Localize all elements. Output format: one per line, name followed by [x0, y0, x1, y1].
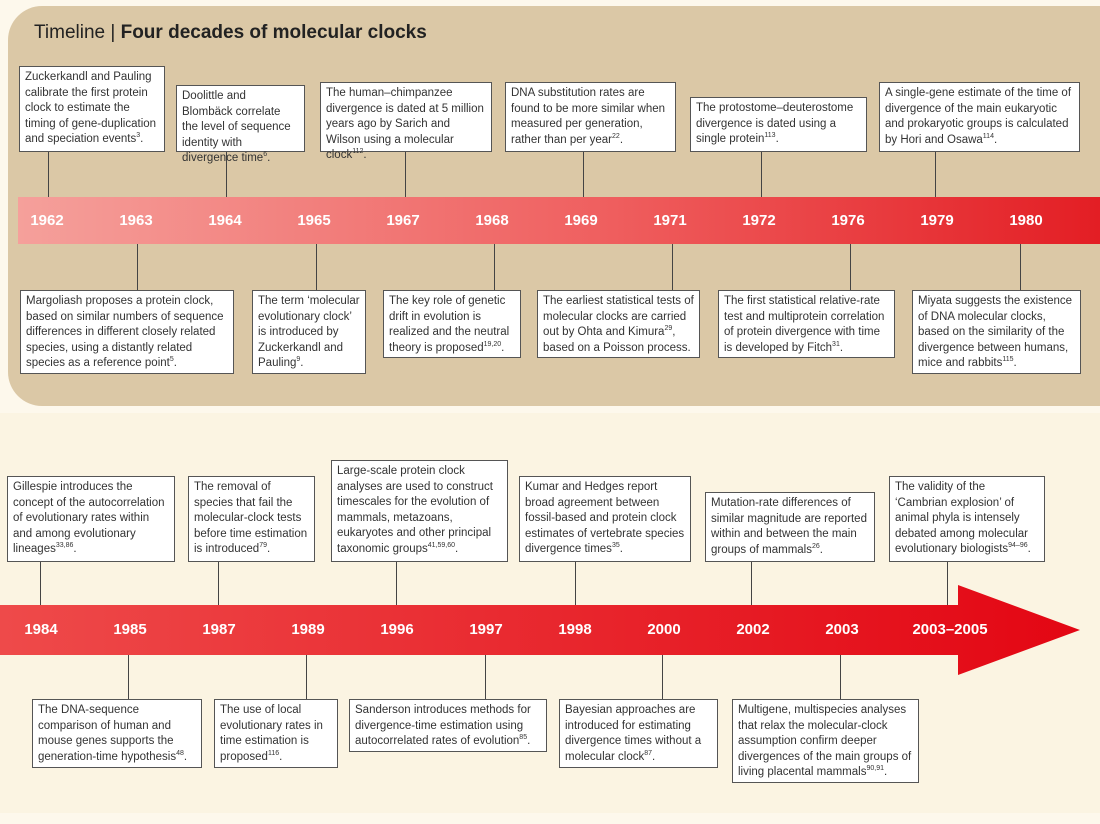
page-title: [34, 22, 427, 44]
event-text: Zuckerkandl and Pauling calibrate the first protein clock to estimate the timing of gene-duplication and speciation events: [25, 71, 157, 145]
event-box-1976: The first statistical relative-rate test and multiprotein correlation of protein divergence with time is developed by Fitch$^{31}$.: [718, 290, 895, 358]
event-text: The use of local evolutionary rates in time estimation is proposed: [220, 704, 323, 763]
event-text: The term ‘molecular evolutionary clock’ is introduced by Zuckerkandl and Pauling: [258, 295, 360, 369]
event-text: The removal of species that fail the molecular-clock tests before time estimation is introduced: [194, 481, 308, 555]
year-1987: 1987: [202, 621, 236, 638]
event-box-1967: The human–chimpanzee divergence is dated at 5 million years ago by Sarich and Wilson using a molecular clock$^{112}$.: [320, 82, 492, 152]
year-1971: 1971: [653, 212, 687, 229]
event-box-1979: A single-gene estimate of the time of divergence of the main eukaryotic and prokaryotic groups is calculated by Hori and Osawa$^{114}$.: [879, 82, 1080, 152]
event-ref: 41,59,60: [427, 541, 456, 549]
event-text: DNA substitution rates are found to be more similar when measured per generation, rather than per year: [511, 87, 666, 146]
event-ref: 114: [982, 132, 994, 140]
year-1965: 1965: [297, 212, 331, 229]
year-1969: 1969: [564, 212, 598, 229]
event-box-1996: Large-scale protein clock analyses are used to construct timescales for the evolution of mammals, metazoans, eukaryotes and other principal taxonomic groups$^{41,59,60}$.: [331, 460, 508, 562]
event-text: Large-scale protein clock analyses are used to construct timescales for the evolution of mammals, metazoans, eukaryotes and other principal taxonomic groups: [337, 465, 493, 555]
event-ref: 112: [352, 148, 364, 156]
event-ref: 22: [612, 132, 620, 140]
event-text: Margoliash proposes a protein clock, based on similar numbers of sequence differences in different closely related species, using a distantly related species as a reference point: [26, 295, 224, 369]
connector-1976: [850, 244, 851, 290]
event-text: The protostome–deuterostome divergence is dated using a single protein: [696, 102, 854, 145]
event-box-1987: The removal of species that fail the molecular-clock tests before time estimation is introduced$^{79}$.: [188, 476, 315, 562]
event-box-2002: Mutation-rate differences of similar magnitude are reported within and between the main groups of mammals$^{26}$.: [705, 492, 875, 562]
year-2003-2005: 2003–2005: [912, 621, 988, 638]
event-ref: 29: [664, 325, 673, 333]
event-text: The validity of the ‘Cambrian explosion’ of animal phyla is intensely debated among molecular evolutionary biologists: [895, 481, 1028, 555]
event-ref: 5: [169, 356, 174, 364]
connector-1980: [1020, 244, 1021, 290]
connector-1971: [672, 244, 673, 290]
event-ref: 115: [1002, 356, 1014, 364]
connector-1972: [761, 152, 762, 197]
title-main: Four decades of molecular clocks: [120, 22, 427, 43]
year-1984: 1984: [24, 621, 58, 638]
year-1967: 1967: [386, 212, 420, 229]
year-1964: 1964: [208, 212, 242, 229]
event-ref: 3: [136, 132, 141, 140]
event-text: A single-gene estimate of the time of divergence of the main eukaryotic and prokaryotic groups is calculated by Hori and Osawa: [885, 87, 1072, 146]
event-ref: 6: [263, 151, 268, 159]
year-1985: 1985: [113, 621, 147, 638]
event-text-tail: , based on a Poisson process.: [543, 326, 691, 354]
year-2000: 2000: [647, 621, 681, 638]
event-text: The earliest statistical tests of molecular clocks are carried out by Ohta and Kimura: [543, 295, 694, 338]
connector-1965: [316, 244, 317, 290]
connector-1997: [485, 655, 486, 699]
event-box-1984: Gillespie introduces the concept of the autocorrelation of evolutionary rates within and among evolutionary lineages$^{33,86}$.: [7, 476, 175, 562]
event-box-1965: The term ‘molecular evolutionary clock’ is introduced by Zuckerkandl and Pauling$^9$.: [252, 290, 366, 374]
year-1963: 1963: [119, 212, 153, 229]
event-text: The DNA-sequence comparison of human and mouse genes supports the generation-time hypothesis: [38, 704, 177, 763]
connector-1987: [218, 562, 219, 605]
title-prefix: Timeline |: [34, 22, 121, 43]
connector-2003-2005: [947, 562, 948, 605]
connector-1963: [137, 244, 138, 290]
year-1989: 1989: [291, 621, 325, 638]
event-ref: 19,20: [483, 340, 502, 348]
event-ref: 90,91: [866, 765, 884, 773]
event-ref: 116: [267, 749, 280, 757]
connector-1985: [128, 655, 129, 699]
year-1976: 1976: [831, 212, 865, 229]
event-box-1968: The key role of genetic drift in evolution is realized and the neutral theory is proposed$^{19,20}$.: [383, 290, 521, 358]
year-1998: 1998: [558, 621, 592, 638]
event-ref: 48: [176, 749, 184, 757]
connector-1996: [396, 562, 397, 605]
event-ref: 31: [832, 340, 840, 348]
year-1972: 1972: [742, 212, 776, 229]
connector-1984: [40, 562, 41, 605]
event-ref: 9: [296, 356, 301, 364]
event-box-1969: DNA substitution rates are found to be more similar when measured per generation, rather than per year$^{22}$.: [505, 82, 676, 152]
event-text: Doolittle and Blombäck correlate the level of sequence identity with divergence time: [182, 90, 291, 164]
connector-2003: [840, 655, 841, 699]
event-box-1964: Doolittle and Blombäck correlate the level of sequence identity with divergence time$^6$.: [176, 85, 305, 152]
event-ref: 85: [519, 734, 528, 742]
year-1996: 1996: [380, 621, 414, 638]
event-text: Multigene, multispecies analyses that relax the molecular-clock assumption confirm deeper divergences of the main groups of living placental mammals: [738, 704, 912, 778]
event-ref: 94–96: [1008, 542, 1028, 550]
event-ref: 113: [764, 132, 776, 140]
event-box-1997: Sanderson introduces methods for divergence-time estimation using autocorrelated rates of evolution$^{85}$.: [349, 699, 547, 752]
year-1997: 1997: [469, 621, 503, 638]
event-text: Miyata suggests the existence of DNA molecular clocks, based on the similarity of the divergence between humans, mice and rabbits: [918, 295, 1073, 369]
connector-1989: [306, 655, 307, 699]
event-box-2003: Multigene, multispecies analyses that relax the molecular-clock assumption confirm deeper divergences of the main groups of living placental mammals$^{90,91}$.: [732, 699, 919, 783]
event-box-1963: Margoliash proposes a protein clock, based on similar numbers of sequence differences in different closely related species, using a distantly related species as a reference point$^5$.: [20, 290, 234, 374]
event-box-1980: Miyata suggests the existence of DNA molecular clocks, based on the similarity of the divergence between humans, mice and rabbits$^{115}$.: [912, 290, 1081, 374]
event-box-1985: The DNA-sequence comparison of human and mouse genes supports the generation-time hypothesis$^{48}$.: [32, 699, 202, 768]
event-text: The key role of genetic drift in evolution is realized and the neutral theory is proposed: [389, 295, 510, 354]
connector-1968: [494, 244, 495, 290]
event-text: The first statistical relative-rate test and multiprotein correlation of protein divergence with time is developed by Fitch: [724, 295, 885, 354]
event-text: The human–chimpanzee divergence is dated at 5 million years ago by Sarich and Wilson using a molecular clock: [326, 87, 484, 161]
year-1968: 1968: [475, 212, 509, 229]
event-ref: 35: [611, 542, 620, 550]
event-box-1971: [537, 290, 700, 358]
event-box-2003-2005: The validity of the ‘Cambrian explosion’ of animal phyla is intensely debated among molecular evolutionary biologists$^{94-96}$.: [889, 476, 1045, 562]
event-ref: 33,86: [55, 542, 74, 550]
connector-1979: [935, 152, 936, 197]
event-box-1962: Zuckerkandl and Pauling calibrate the first protein clock to estimate the timing of gene-duplication and speciation events$^3$.: [19, 66, 165, 152]
event-text: Gillespie introduces the concept of the autocorrelation of evolutionary rates within and among evolutionary lineages: [13, 481, 165, 555]
connector-1969: [583, 152, 584, 197]
event-ref: 79: [259, 542, 268, 550]
event-ref: 87: [644, 749, 653, 757]
event-text: Sanderson introduces methods for divergence-time estimation using autocorrelated rates of evolution: [355, 704, 531, 747]
event-text: Bayesian approaches are introduced for estimating divergence times without a molecular clock: [565, 704, 702, 763]
event-text: Mutation-rate differences of similar magnitude are reported within and between the main groups of mammals: [711, 497, 867, 556]
event-box-2000: Bayesian approaches are introduced for estimating divergence times without a molecular clock$^{87}$.: [559, 699, 718, 768]
year-1980: 1980: [1009, 212, 1043, 229]
event-box-1998: Kumar and Hedges report broad agreement between fossil-based and protein clock estimates of vertebrate species divergence times$^{35}$.: [519, 476, 691, 562]
connector-1962: [48, 152, 49, 197]
event-text: Kumar and Hedges report broad agreement between fossil-based and protein clock estimates of vertebrate species divergence times: [525, 481, 685, 555]
connector-1967: [405, 152, 406, 197]
event-box-1989: The use of local evolutionary rates in time estimation is proposed$^{116}$.: [214, 699, 338, 768]
year-1962: 1962: [30, 212, 64, 229]
connector-2002: [751, 562, 752, 605]
year-1979: 1979: [920, 212, 954, 229]
connector-2000: [662, 655, 663, 699]
event-box-1972: The protostome–deuterostome divergence is dated using a single protein$^{113}$.: [690, 97, 867, 152]
connector-1998: [575, 562, 576, 605]
year-2002: 2002: [736, 621, 770, 638]
year-2003: 2003: [825, 621, 859, 638]
event-ref: 26: [811, 542, 820, 550]
